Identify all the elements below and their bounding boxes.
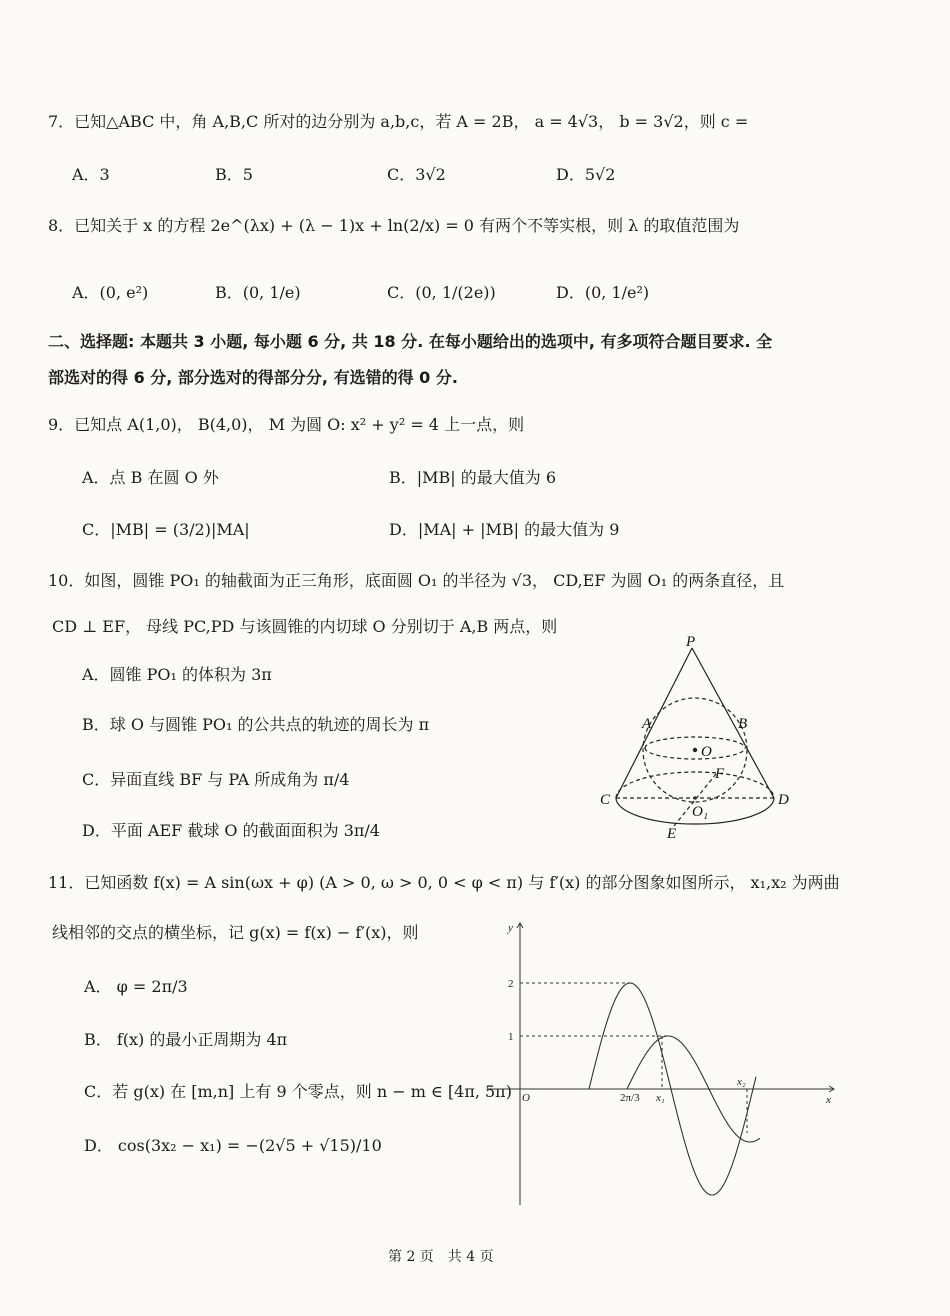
q10-option-b: B．球 O 与圆锥 PO₁ 的公共点的轨迹的周长为 π (82, 715, 430, 734)
label-x1: x₁ (656, 1092, 665, 1104)
q10-option-c: C．异面直线 BF 与 PA 所成角为 π/4 (82, 770, 350, 789)
q8-option-d: D．(0, 1/e²) (556, 283, 650, 302)
q9-option-b: B．|MB| 的最大值为 6 (389, 468, 557, 487)
q7-stem: 7．已知△ABC 中，角 A,B,C 所对的边分别为 a,b,c，若 A = 2B， a = 4√3， b = 3√2，则 c = (48, 112, 749, 131)
q11-option-c: C．若 g(x) 在 [m,n] 上有 9 个零点，则 n − m ∈ [4π, 5π) (84, 1082, 512, 1101)
label-a: A (642, 716, 652, 732)
q8-option-b: B．(0, 1/e) (215, 283, 301, 302)
q7-option-c: C．3√2 (387, 165, 446, 184)
base-center-dot (693, 796, 696, 799)
label-x-axis: x (826, 1094, 831, 1106)
section-2-line1: 二、选择题: 本题共 3 小题, 每小题 6 分, 共 18 分. 在每小题给出的选项中, 有多项符合题目要求. 全 (48, 332, 773, 351)
q8-option-a: A．(0, e²) (72, 283, 149, 302)
q11-stem-line2: 线相邻的交点的横坐标，记 g(x) = f(x) − f′(x)，则 (52, 923, 419, 942)
q9-option-a: A．点 B 在圆 O 外 (82, 468, 219, 487)
label-f: F (715, 766, 725, 782)
label-p: P (686, 634, 696, 650)
label-y-axis: y (508, 922, 513, 934)
section-2-line2: 部选对的得 6 分, 部分选对的得部分分, 有选错的得 0 分. (48, 368, 458, 387)
tick-label-1: 1 (508, 1031, 514, 1043)
tick-label-2: 2 (508, 978, 514, 990)
q8-stem: 8．已知关于 x 的方程 2e^(λx) + (λ − 1)x + ln(2/x) = 0 有两个不等实根，则 λ 的取值范围为 (48, 216, 740, 235)
label-x2: x₂ (737, 1076, 746, 1088)
q10-stem-line2: CD ⊥ EF， 母线 PC,PD 与该圆锥的内切球 O 分别切于 A,B 两点，则 (52, 617, 558, 636)
q9-option-d: D．|MA| + |MB| 的最大值为 9 (389, 520, 620, 539)
q7-option-a: A．3 (72, 165, 110, 184)
cone-figure (590, 632, 810, 842)
q7-option-b: B．5 (215, 165, 253, 184)
label-o1: O₁ (692, 804, 709, 820)
q11-option-a: A． φ = 2π/3 (84, 977, 188, 996)
tick-label-2pi-3: 2π/3 (620, 1092, 640, 1104)
label-origin: O (522, 1092, 530, 1104)
q11-stem-line1: 11．已知函数 f(x) = A sin(ωx + φ) (A > 0, ω > 0, 0 < φ < π) 与 f′(x) 的部分图象如图所示， x₁,x₂ 为两曲 (48, 873, 840, 892)
cone-base-back (616, 772, 774, 798)
sphere-equator-back (645, 737, 745, 748)
page-footer: 第 2 页 共 4 页 (388, 1249, 494, 1265)
q10-option-d: D．平面 AEF 截球 O 的截面面积为 3π/4 (82, 821, 380, 840)
q11-option-d: D． cos(3x₂ − x₁) = −(2√5 + √15)/10 (84, 1136, 382, 1155)
q7-option-d: D．5√2 (556, 165, 616, 184)
label-o: O (701, 744, 712, 760)
q11-option-b: B． f(x) 的最小正周期为 4π (84, 1030, 288, 1049)
label-b: B (738, 716, 748, 732)
label-c: C (600, 792, 611, 808)
label-e: E (667, 826, 677, 842)
label-d: D (778, 792, 789, 808)
cone-generatrix-pd (692, 648, 774, 798)
cone-generatrix-pc (616, 648, 692, 798)
q8-option-c: C．(0, 1/(2e)) (387, 283, 496, 302)
q10-option-a: A．圆锥 PO₁ 的体积为 3π (82, 665, 272, 684)
sphere-center-dot (693, 748, 697, 752)
q9-stem: 9．已知点 A(1,0)， B(4,0)， M 为圆 O: x² + y² = 4 上一点，则 (48, 415, 525, 434)
q10-stem-line1: 10．如图，圆锥 PO₁ 的轴截面为正三角形，底面圆 O₁ 的半径为 √3， CD,EF 为圆 O₁ 的两条直径，且 (48, 571, 785, 590)
function-graph (488, 915, 840, 1210)
q9-option-c: C．|MB| = (3/2)|MA| (82, 520, 250, 539)
